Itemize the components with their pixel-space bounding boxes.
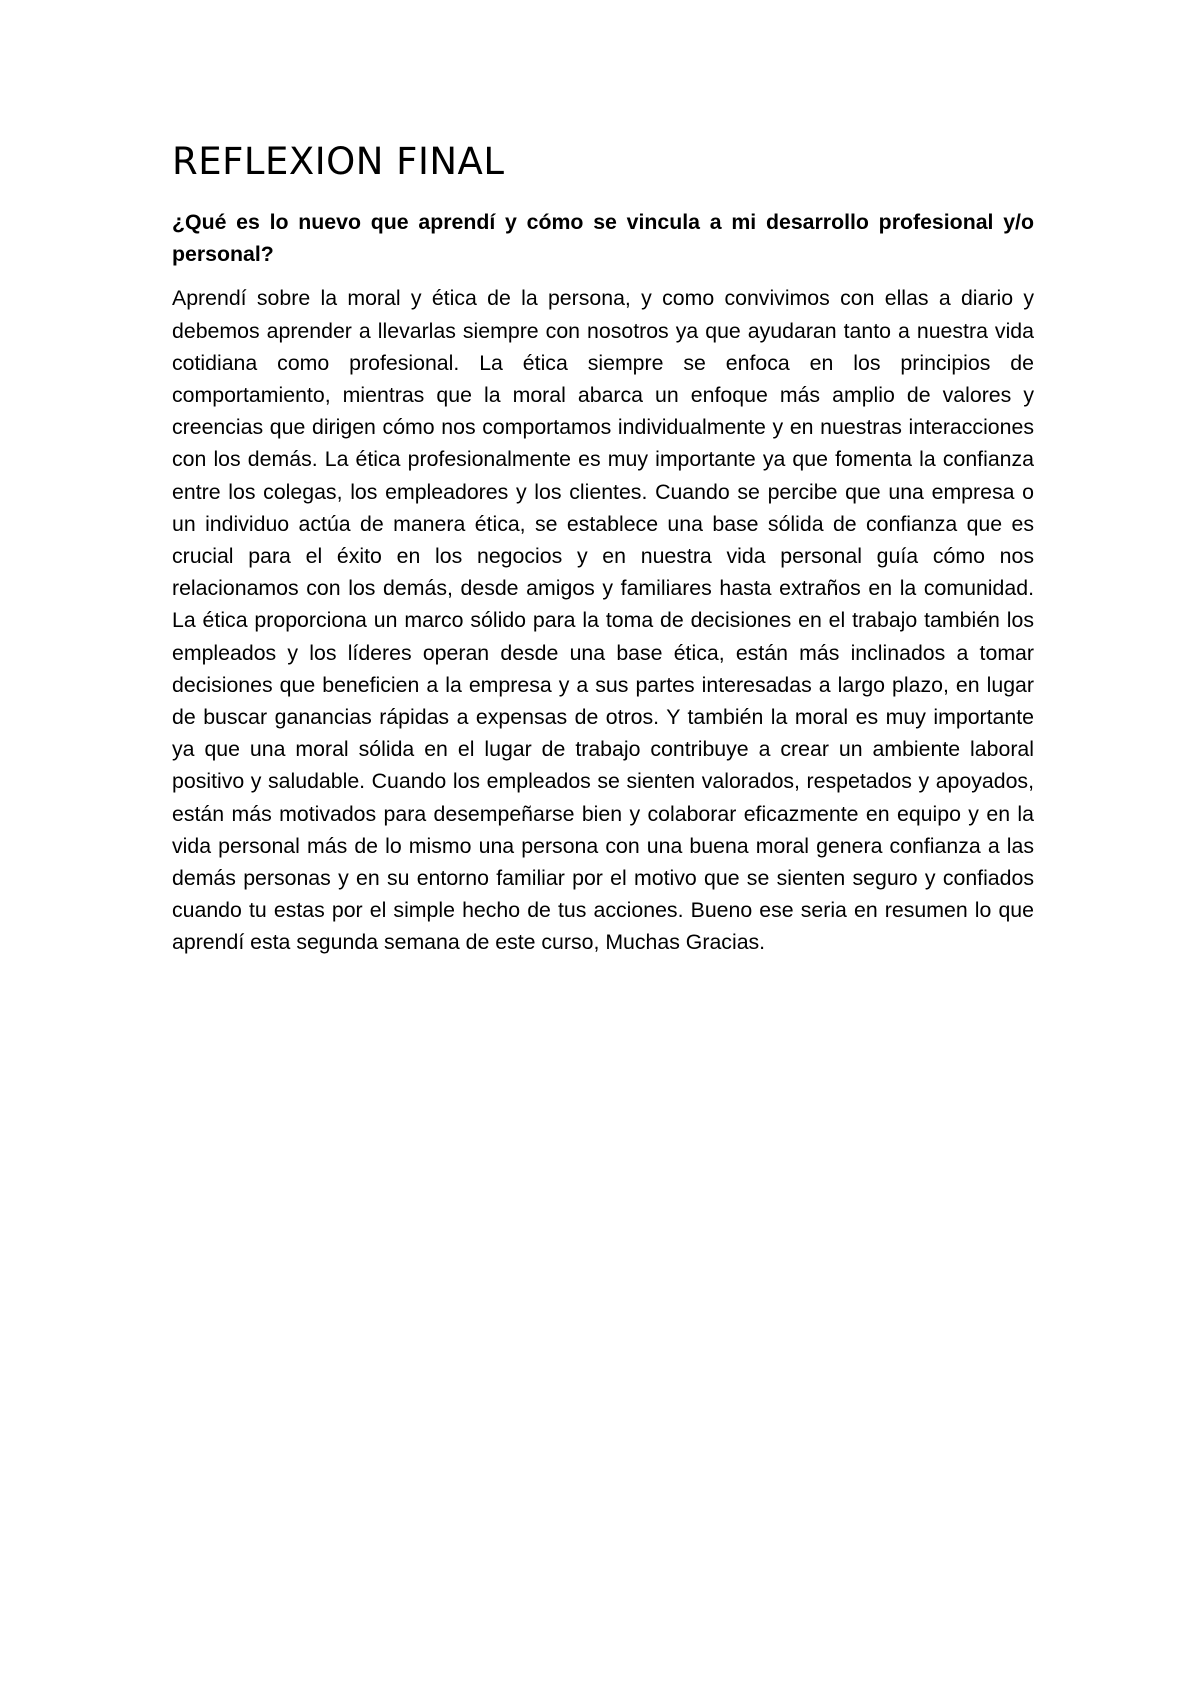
reflection-body: Aprendí sobre la moral y ética de la persona, y como convivimos con ellas a diario y debemos aprender a llevarlas siempre con nosotros ya que ayudaran tanto a nuestra vida cotidiana como profesional. La ética siempre se enfoca en los principios de comportamiento, mientras que la moral abarca un enfoque más amplio de valores y creencias que dirigen cómo nos comportamos individualmente y en nuestras interacciones con los demás. La ética profesionalmente es muy importante ya que fomenta la confianza entre los colegas, los empleadores y los clientes. Cuando se percibe que una empresa o un individuo actúa de manera ética, se establece una base sólida de confianza que es crucial para el éxito en los negocios y en nuestra vida personal guía cómo nos relacionamos con los demás, desde amigos y familiares hasta extraños en la comunidad. La ética proporciona un marco sólido para la toma de decisiones en el trabajo también los empleados y los líderes operan desde una base ética, están más inclinados a tomar decisiones que beneficien a la empresa y a sus partes interesadas a largo plazo, en lugar de buscar ganancias rápidas a expensas de otros. Y también la moral es muy importante ya que una moral sólida en el lugar de trabajo contribuye a crear un ambiente laboral positivo y saludable. Cuando los empleados se sienten valorados, respetados y apoyados, están más motivados para desempeñarse bien y colaborar eficazmente en equipo y en la vida personal más de lo mismo una persona con una buena moral genera confianza a las demás personas y en su entorno familiar por el motivo que se sienten seguro y confiados cuando tu estas por el simple hecho de tus acciones. Bueno ese seria en resumen lo que aprendí esta segunda semana de este curso, Muchas Gracias.: [172, 286, 1034, 955]
reflection-question: ¿Qué es lo nuevo que aprendí y cómo se vincula a mi desarrollo profesional y/o personal?: [172, 210, 1034, 267]
document-content: [172, 140, 1034, 959]
document-title: REFLEXION FINAL: [172, 140, 505, 183]
